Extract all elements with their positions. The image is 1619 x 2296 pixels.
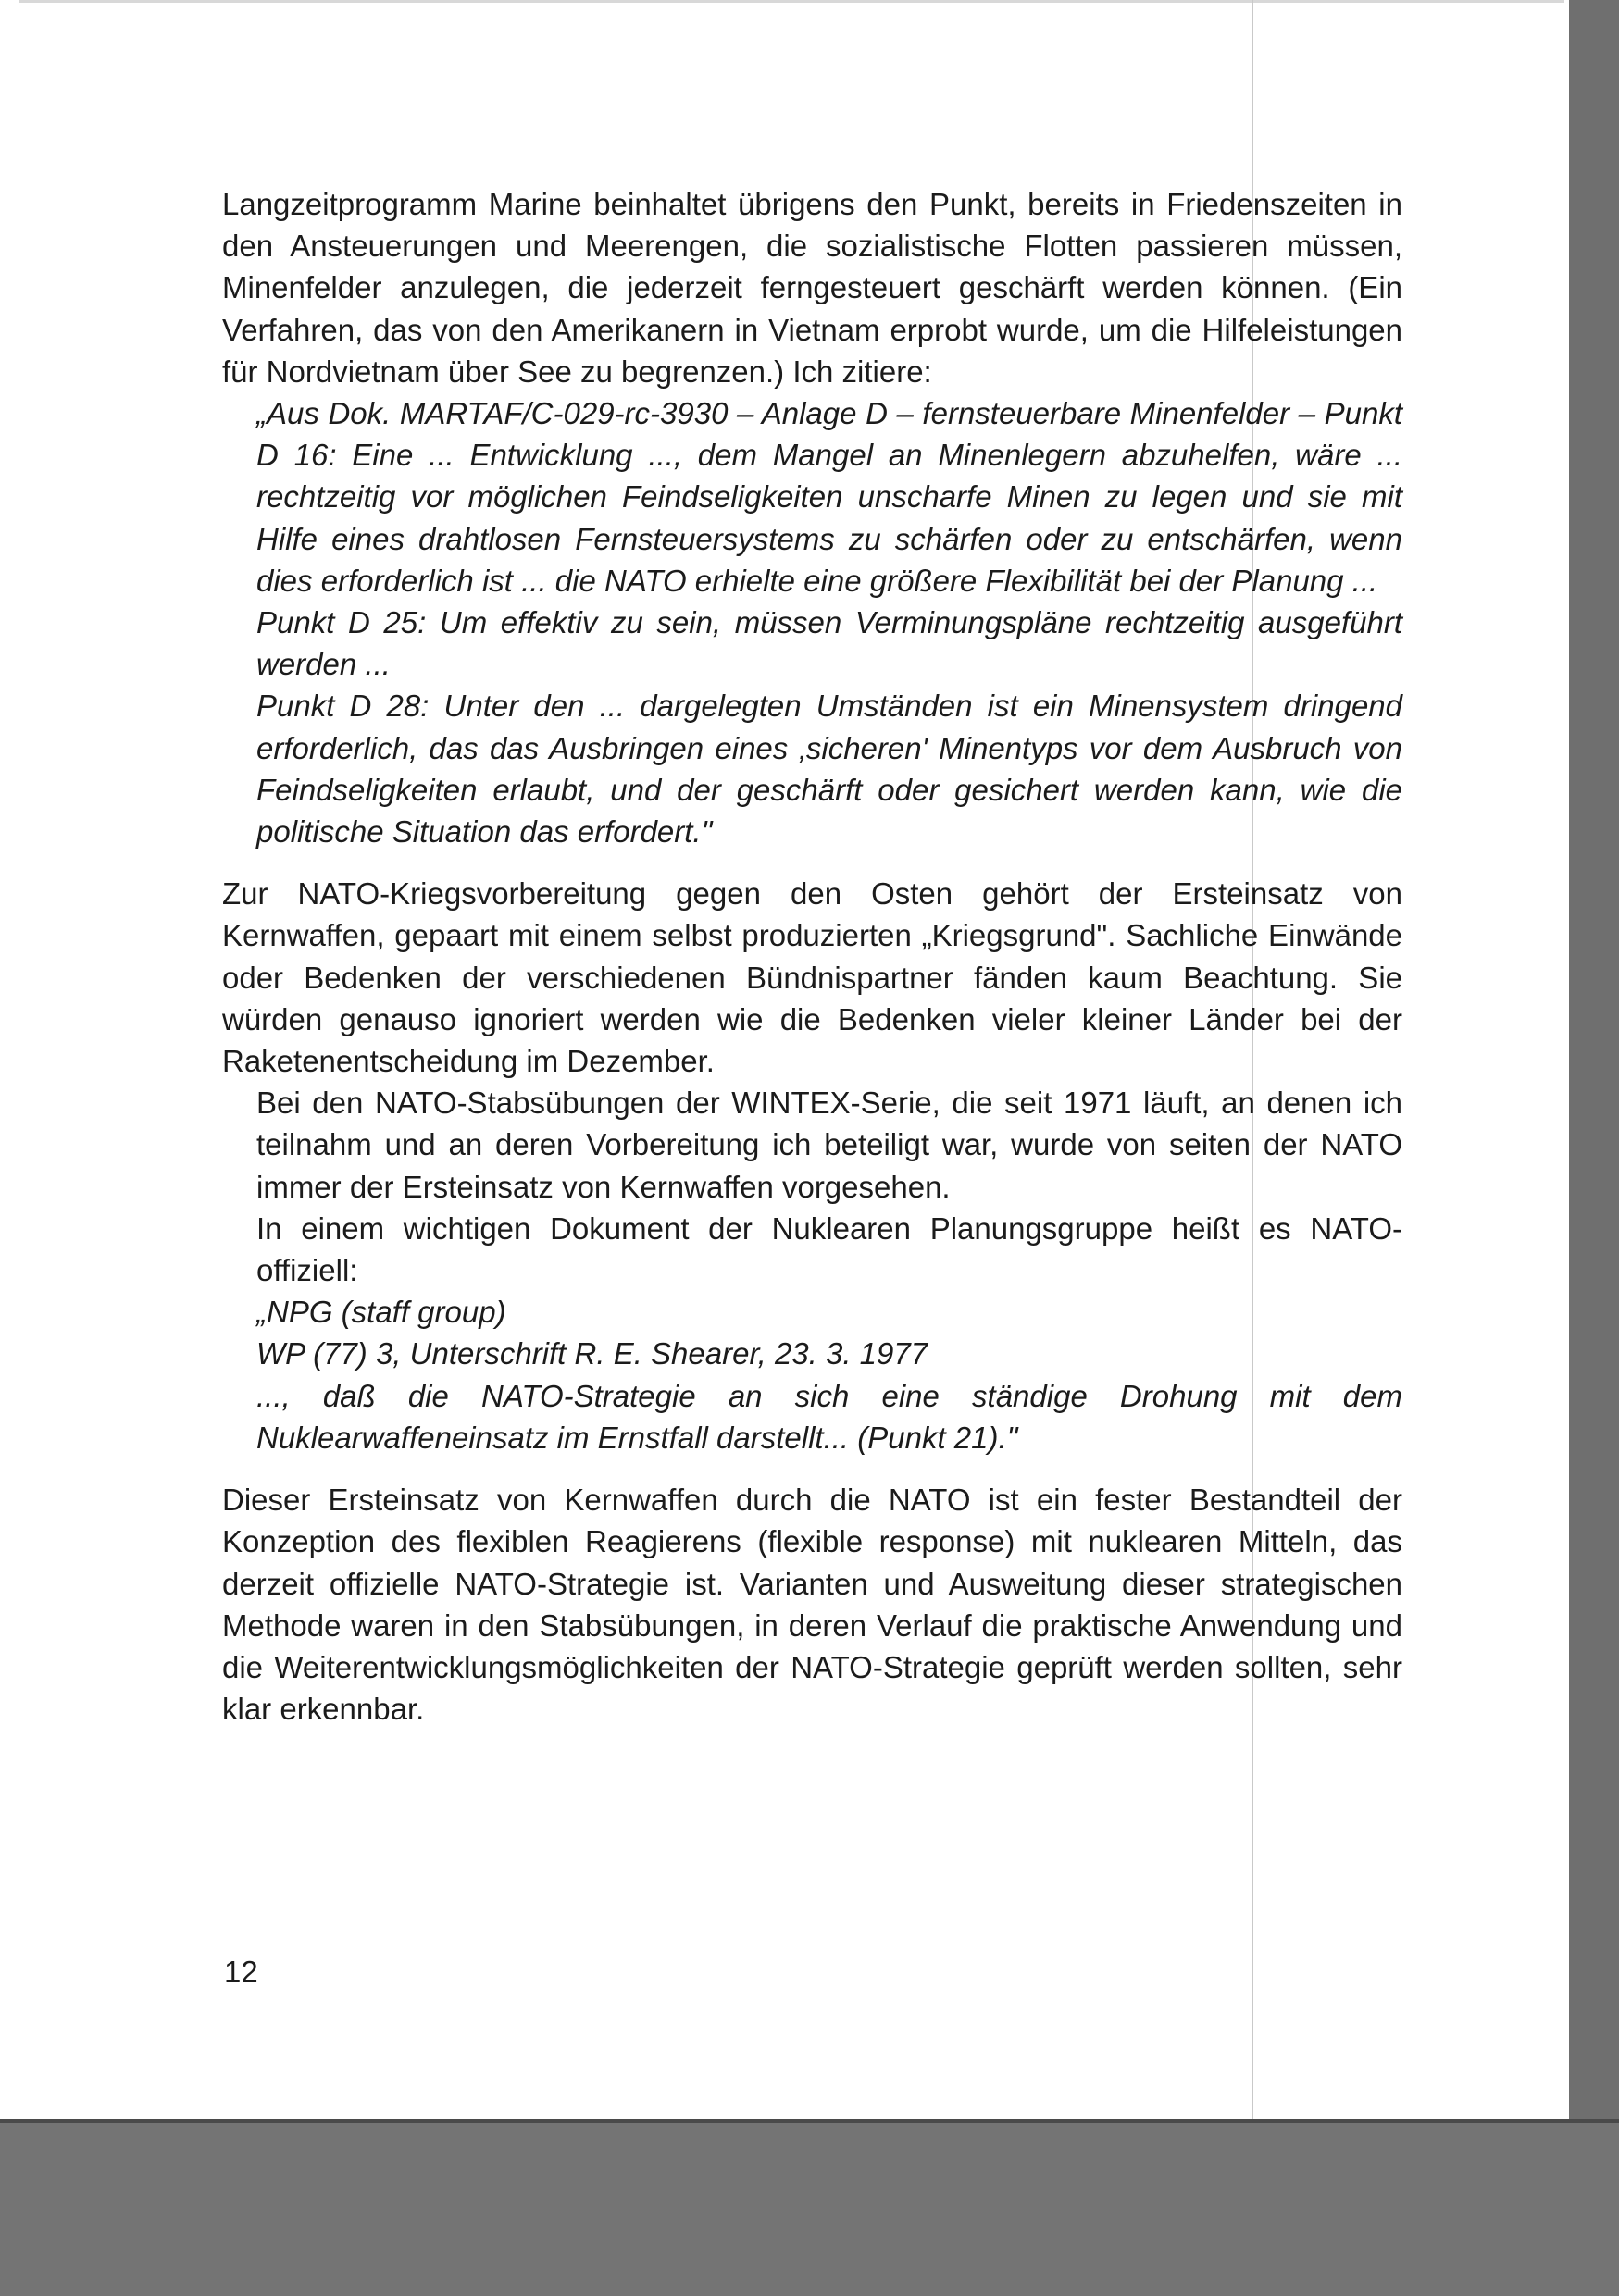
quote-2-part-b: WP (77) 3, Unterschrift R. E. Shearer, 23. 3. 1977 [256,1336,928,1371]
paragraph-5: Dieser Ersteinsatz von Kernwaffen durch die NATO ist ein fester Bestandteil der Konzeption des flexiblen Reagierens (flexible response) mit nuklearen Mitteln, das derzeit offizielle NATO-Strategie ist. Varianten und Ausweitung dieser strategischen Methode waren in den Stabsübungen, in deren Verlauf die praktische Anwendung und die Weiterentwicklungsmöglichkeiten der NATO-Strategie geprüft werden sollten, sehr klar erkennbar. [222,1483,1402,1727]
scan-margin-bottom [0,2119,1619,2296]
quote-1-part-a: „Aus Dok. MARTAF/C-029-rc-3930 – Anlage D – fernsteuerbare Minenfelder – Punkt D 16: Eine ... Entwicklung ..., dem Mangel an Minenlegern abzuhelfen, wäre ... rechtzeitig vor möglichen Feindseligkeiten unscharfe Minen zu legen und sie mit Hilfe eines drahtlosen Fernsteuersystems zu schärfen oder zu entschärfen, wenn dies erforderlich ist ... die NATO erhielte eine größere Flexibilität bei der Planung ... [256,396,1402,598]
paragraph-1: Langzeitprogramm Marine beinhaltet übrigens den Punkt, bereits in Friedenszeiten in den Ansteuerungen und Meerengen, die sozialistische Flotten passieren müssen, Minenfelder anzulegen, die jederzeit ferngesteuert geschärft werden können. (Ein Verfahren, das von den Amerikanern in Vietnam erprobt wurde, um die Hilfeleistungen für Nordvietnam über See zu begrenzen.) Ich zitiere: [222,187,1402,389]
scan-top-edge [19,0,1564,3]
paragraph-2: Zur NATO-Kriegsvorbereitung gegen den Osten gehört der Ersteinsatz von Kernwaffen, gepaart mit einem selbst produzierten „Kriegsgrund". Sachliche Einwände oder Bedenken der verschiedenen Bündnispartner fänden kaum Beachtung. Sie würden genauso ignoriert werden wie die Bedenken vieler kleiner Länder bei der Raketenentscheidung im Dezember. [222,876,1402,1079]
scan-bottom-edge [0,2119,1619,2123]
paragraph-4: In einem wichtigen Dokument der Nuklearen Planungsgruppe heißt es NATO-offiziell: [256,1210,1402,1288]
page-number: 12 [224,1955,258,1989]
quote-2-part-c: ..., daß die NATO-Strategie an sich eine ständige Drohung mit dem Nuklearwaffeneinsatz im Ernstfall darstellt... (Punkt 21)." [256,1378,1402,1455]
page-body [222,183,1402,1730]
quote-1-part-c: Punkt D 28: Unter den ... dargelegten Umständen ist ein Minensystem dringend erforderlich, das das Ausbringen eines ‚sicheren' Minentyps vor dem Ausbruch von Feindseligkeiten erlaubt, und der geschärft oder gesichert werden kann, wie die politische Situation das erfordert." [256,689,1402,850]
quote-2-part-a: „NPG (staff group) [256,1295,506,1330]
scan-margin-right [1569,0,1619,2296]
paragraph-3: Bei den NATO-Stabsübungen der WINTEX-Serie, die seit 1971 läuft, an denen ich teilnahm und an deren Vorbereitung ich beteiligt war, wurde von seiten der NATO immer der Ersteinsatz von Kernwaffen vorgesehen. [256,1086,1402,1204]
quote-1-part-b: Punkt D 25: Um effektiv zu sein, müssen Verminungspläne rechtzeitig ausgeführt werden ... [256,605,1402,682]
